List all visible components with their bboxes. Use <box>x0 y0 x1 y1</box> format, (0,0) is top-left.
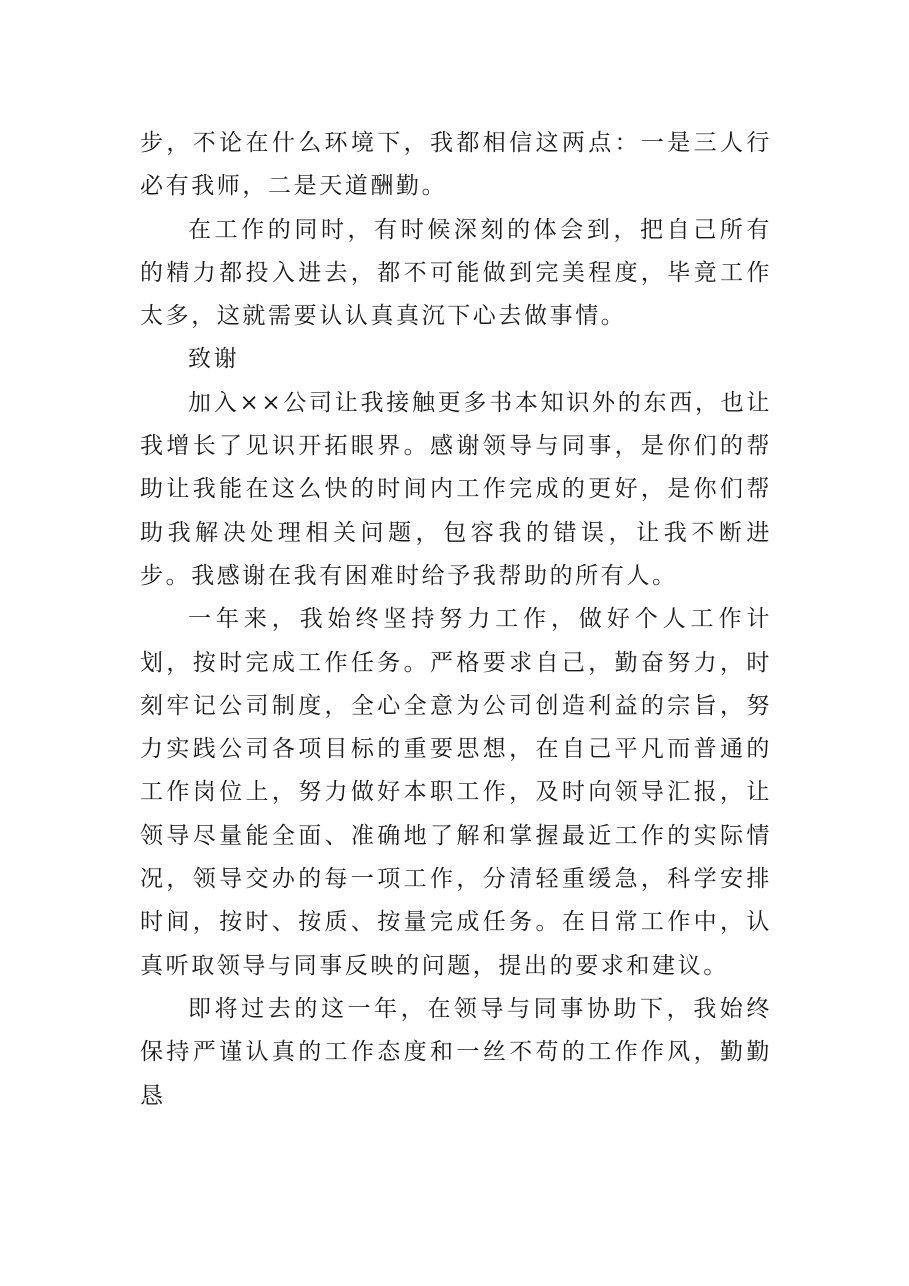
section-heading-acknowledgement: 致谢 <box>188 346 240 373</box>
paragraph-year-summary: 一年来，我始终坚持努力工作，做好个人工作计划，按时完成工作任务。严格要求自己，勤奋努力，时刻牢记公司制度，全心全意为公司创造利益的宗旨，努力实践公司各项目标的重要思想，在自己平凡而普通的工作岗位上，努力做好本职工作，及时向领导汇报，让领导尽量能全面、准确地了解和掌握最近工作的实际情况，领导交办的每一项工作，分清轻重缓急，科学安排时间，按时、按质、按量完成任务。在日常工作中，认真听取领导与同事反映的问题，提出的要求和建议。 <box>140 606 772 979</box>
paragraph-continuation: 步，不论在什么环境下，我都相信这两点：一是三人行必有我师，二是天道酬勤。 <box>140 130 772 200</box>
paragraph-acknowledgement: 加入××公司让我接触更多书本知识外的东西，也让我增长了见识开拓眼界。感谢领导与同事，是你们的帮助让我能在这么快的时间内工作完成的更好，是你们帮助我解决处理相关问题，包容我的错误，让我不断进步。我感谢在我有困难时给予我帮助的所有人。 <box>140 389 772 589</box>
paragraph-year-closing: 即将过去的这一年，在领导与同事协助下，我始终保持严谨认真的工作态度和一丝不苟的工作作风，勤勤恳 <box>140 995 772 1109</box>
document-body <box>140 122 772 1118</box>
paragraph-work-reflection: 在工作的同时，有时候深刻的体会到，把自己所有的精力都投入进去，都不可能做到完美程度，毕竟工作太多，这就需要认认真真沉下心去做事情。 <box>140 216 772 330</box>
